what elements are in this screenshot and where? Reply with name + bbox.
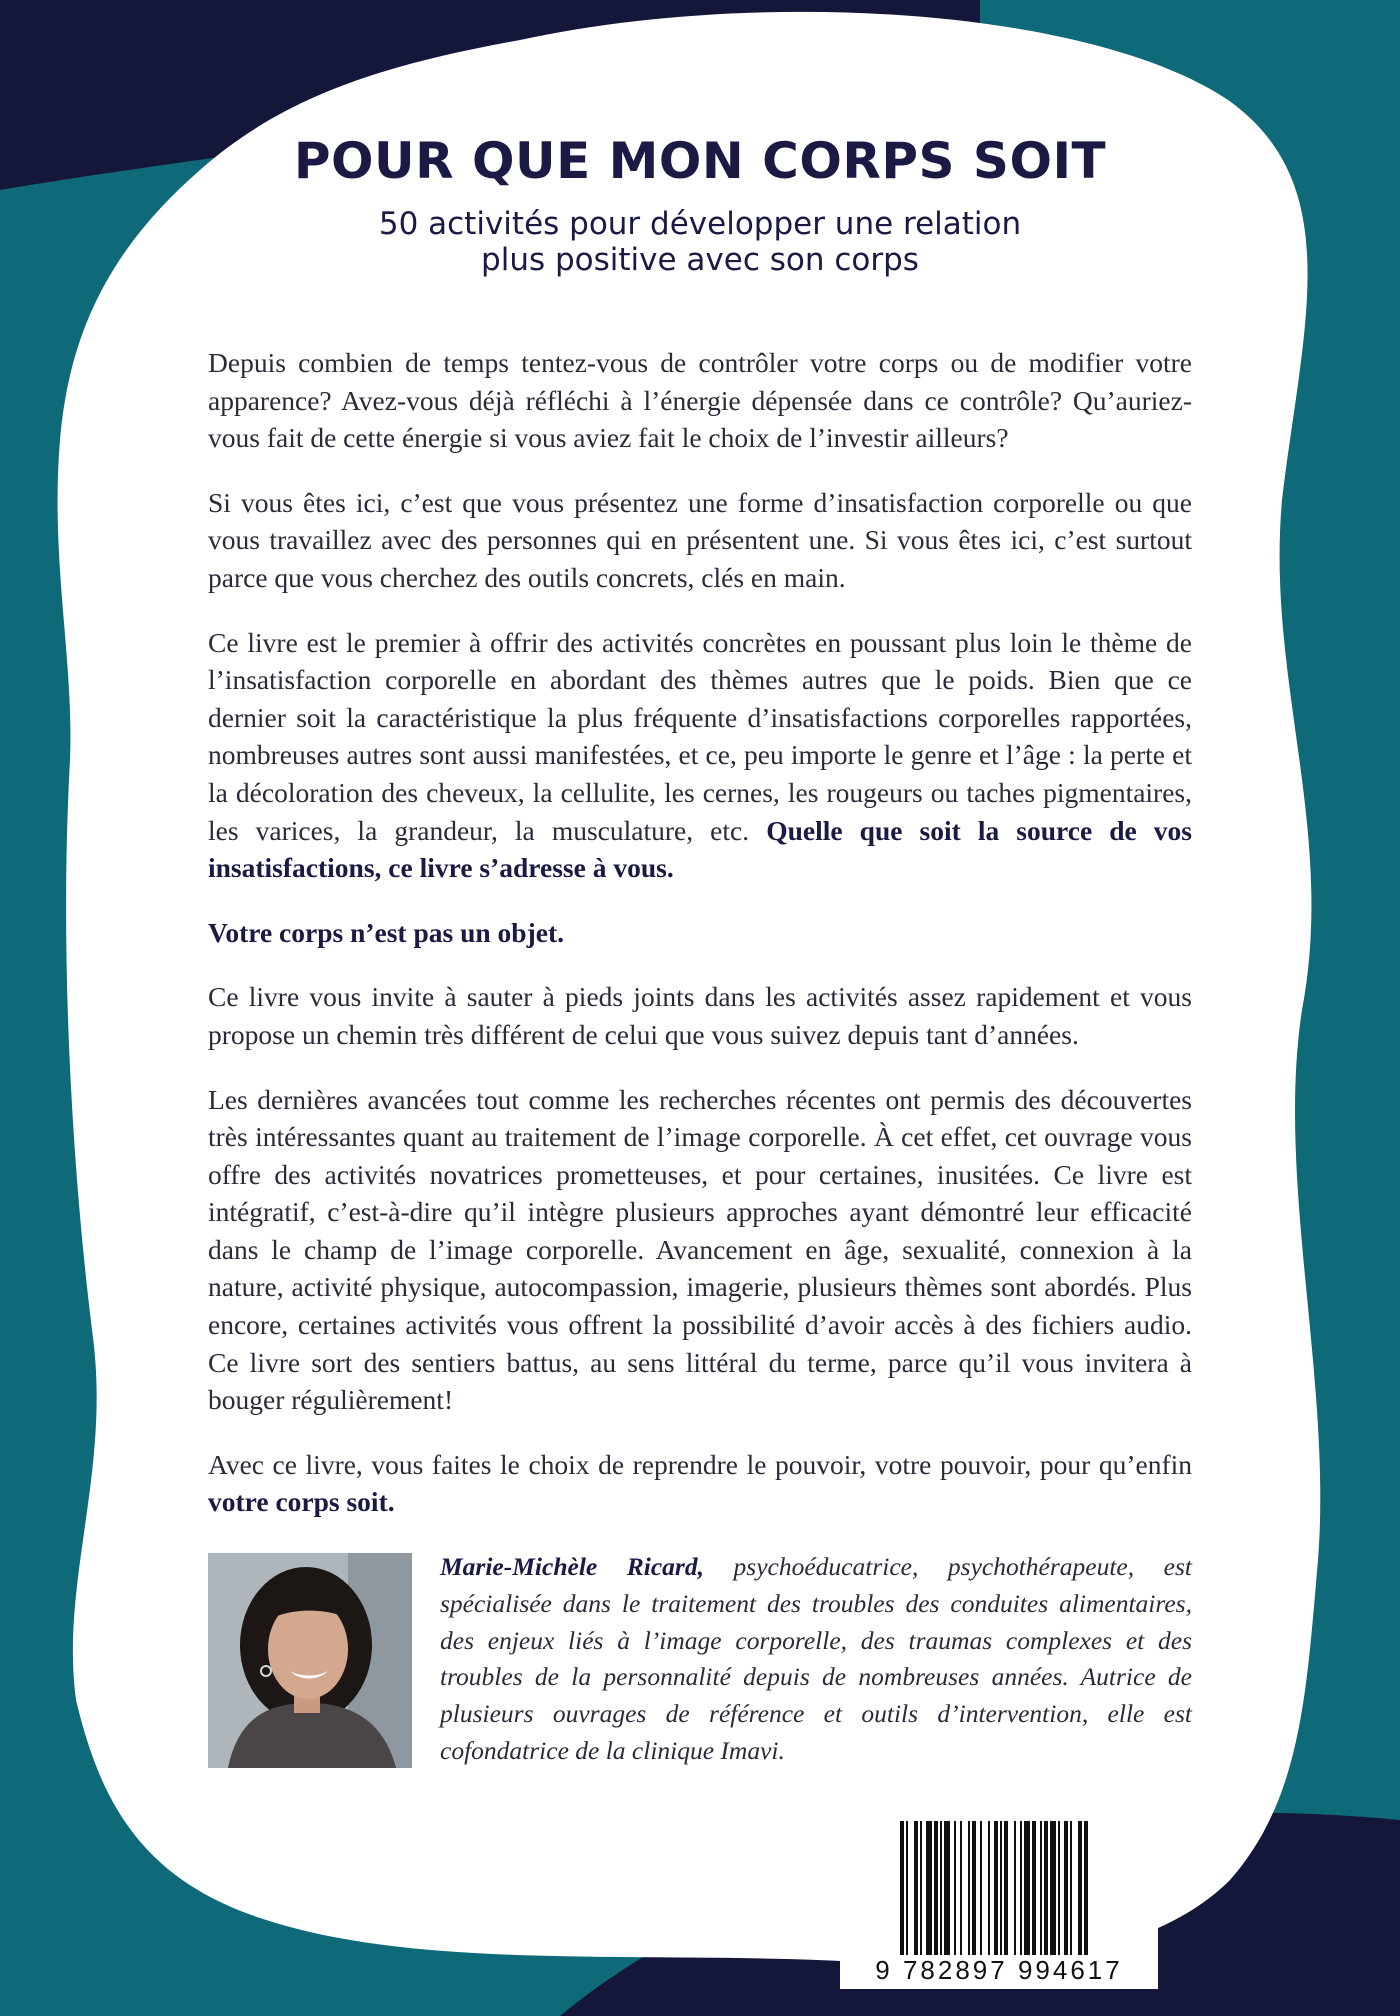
author-photo (208, 1553, 412, 1768)
barcode-bar (906, 1821, 908, 1955)
barcode-bar (1058, 1821, 1060, 1955)
barcode-bar (926, 1821, 932, 1955)
paragraph-3-text: Ce livre est le premier à offrir des activités concrètes en poussant plus loin le thème de l’insatisfaction corporelle en abordant des thèmes autres que le poids. Bien que ce dernier soit la caractéristique la plus fréquente d’insatisfactions corporelles rapportées, nombreuses autres sont aussi manifestées, et ce, peu importe le genre et l’âge : la perte et la décoloration des cheveux, la cellulite, les cernes, les rougeurs ou taches pigmentaires, les varices, la grandeur, la musculature, etc. (208, 626, 1192, 846)
barcode (840, 1817, 1158, 1989)
paragraph-3-bold: Quelle que soit la source de vos insatisfactions, ce livre s’adresse à vous. (208, 814, 1193, 884)
barcode-bars-icon (900, 1821, 1150, 1955)
barcode-bar (954, 1821, 956, 1955)
barcode-bar (1032, 1821, 1036, 1955)
paragraph-7 (208, 1446, 1192, 1521)
barcode-bar (1024, 1821, 1030, 1955)
author-section (208, 1553, 1192, 1768)
paragraph-3 (208, 624, 1192, 887)
barcode-bar (940, 1821, 942, 1955)
barcode-bar (1014, 1821, 1016, 1955)
barcode-bar (994, 1821, 998, 1955)
barcode-bar (934, 1821, 938, 1955)
paragraph-4 (208, 914, 1192, 952)
barcode-bar (1050, 1821, 1056, 1955)
author-description: psychoéducatrice, psychothérapeute, est spécialisée dans le traitement des troubles des conduites alimentaires, des enjeux liés à l’image corporelle, des traumas complexes et des troubles de la personnalité depuis de nombreuses années. Autrice de plusieurs ouvrages de référence et outils d’intervention, elle est cofondatrice de la clinique Imavi. (440, 1552, 1193, 1765)
paragraph-6: Les dernières avancées tout comme les recherches récentes ont permis des découvertes très intéressantes quant au traitement de l’image corporelle. À cet effet, cet ouvrage vous offre des activités novatrices prometteuses, et pour certaines, inusitées. Ce livre est intégratif, c’est-à-dire qu’il intègre plusieurs approches ayant démontré leur efficacité dans le champ de l’image corporelle. Avancement en âge, sexualité, connexion à la nature, activité physique, autocompassion, imagerie, plusieurs thèmes sont abordés. Plus encore, certaines activités vous offrent la possibilité d’avoir accès à des fichiers audio. Ce livre sort des sentiers battus, au sens littéral du terme, parce qu’il vous invitera à bouger régulièrement! (208, 1083, 1192, 1416)
paragraph-5: Ce livre vous invite à sauter à pieds joints dans les activités assez rapidement et vous propose un chemin très différent de celui que vous suivez depuis tant d’années. (208, 981, 1192, 1050)
book-subtitle (300, 206, 1100, 278)
paragraph-2: Si vous êtes ici, c’est que vous présentez une forme d’insatisfaction corporelle ou que vous travaillez avec des personnes qui en présentent une. Si vous êtes ici, c’est surtout parce que vous cherchez des outils concrets, clés en main. (208, 486, 1192, 593)
barcode-bar (1084, 1821, 1088, 1955)
author-name: Marie-Michèle Ricard, (440, 1552, 704, 1581)
subtitle-line-2: plus positive avec son corps (481, 242, 919, 278)
barcode-bar (1004, 1821, 1008, 1955)
barcode-bar (1070, 1821, 1072, 1955)
barcode-bar (1000, 1821, 1002, 1955)
back-cover-text (208, 344, 1192, 1548)
barcode-bar (920, 1821, 922, 1955)
barcode-bar (960, 1821, 962, 1955)
author-portrait-icon (208, 1553, 412, 1768)
subtitle-line-1: 50 activités pour développer une relation (378, 206, 1022, 242)
paragraph-7-bold: votre corps soit. (208, 1486, 395, 1518)
barcode-bar (1044, 1821, 1048, 1955)
barcode-bar (944, 1821, 950, 1955)
barcode-bar (1020, 1821, 1022, 1955)
barcode-bar (1064, 1821, 1068, 1955)
paragraph-1: Depuis combien de temps tentez-vous de contrôler votre corps ou de modifier votre apparence? Avez-vous déjà réfléchi à l’énergie dépensée dans ce contrôle? Qu’auriez-vous fait de cette énergie si vous aviez fait le choix de l’investir ailleurs? (208, 347, 1192, 454)
barcode-bar (980, 1821, 982, 1955)
paragraph-4-bold: Votre corps n’est pas un objet. (208, 916, 564, 948)
barcode-bar (968, 1821, 970, 1955)
paragraph-7-text: Avec ce livre, vous faites le choix de reprendre le pouvoir, votre pouvoir, pour qu’enfin (208, 1448, 1192, 1480)
barcode-bar (1040, 1821, 1042, 1955)
barcode-bar (972, 1821, 976, 1955)
isbn-number: 9 782897 994617 (875, 1955, 1123, 1985)
barcode-bar (900, 1821, 904, 1955)
book-title: POUR QUE MON CORPS SOIT (293, 132, 1107, 190)
barcode-bar (1078, 1821, 1082, 1955)
barcode-bar (914, 1821, 918, 1955)
author-bio (440, 1549, 1192, 1770)
barcode-bar (988, 1821, 990, 1955)
